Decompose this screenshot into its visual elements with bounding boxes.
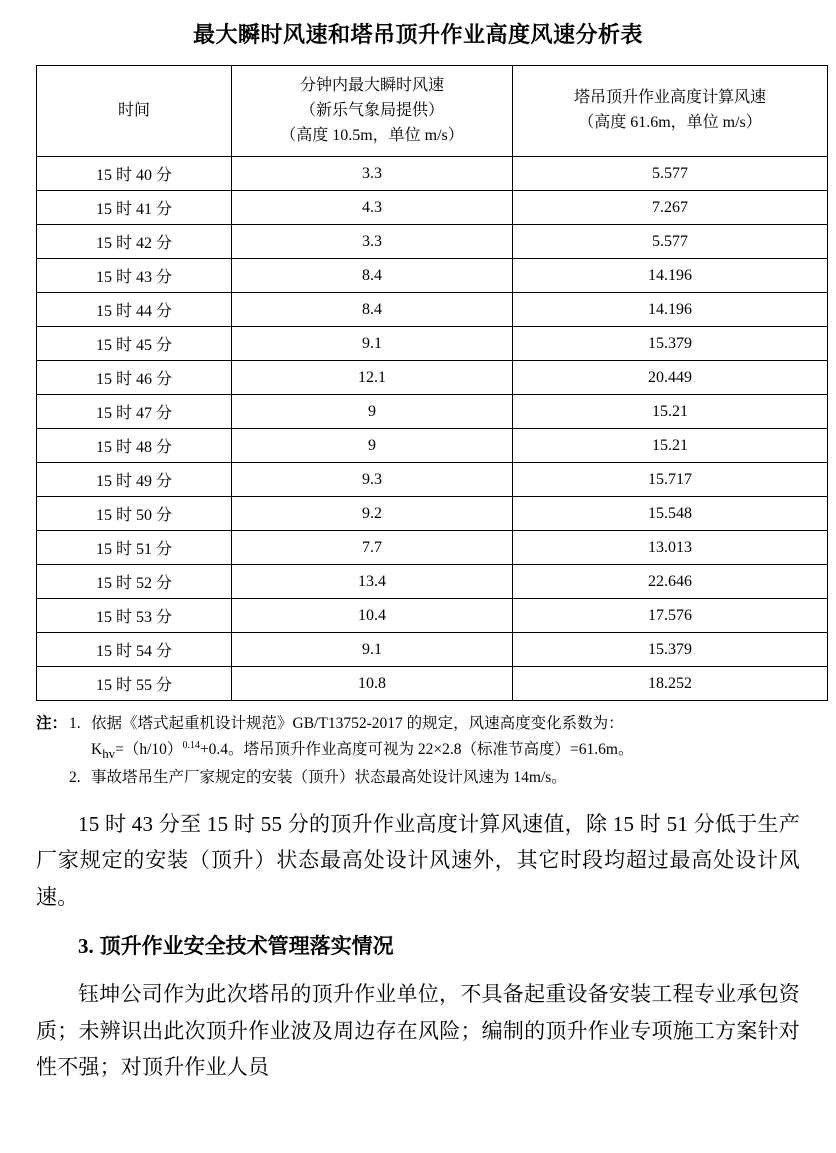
cell-gust-speed: 9	[232, 429, 513, 463]
table-row	[37, 429, 828, 463]
cell-calculated-speed: 15.21	[513, 395, 828, 429]
column-header-gust-line2: （新乐气象局提供）	[299, 101, 444, 119]
cell-gust-speed: 9	[232, 395, 513, 429]
cell-time: 15 时 40 分	[37, 157, 232, 191]
cell-calculated-speed: 20.449	[513, 361, 828, 395]
note-1-line2	[91, 737, 800, 765]
cell-time: 15 时 49 分	[37, 463, 232, 497]
cell-time: 15 时 45 分	[37, 327, 232, 361]
wind-speed-table	[36, 65, 828, 701]
note-2-number: 2.	[69, 768, 81, 786]
table-header-row	[37, 66, 828, 157]
table-row	[37, 395, 828, 429]
cell-calculated-speed: 22.646	[513, 565, 828, 599]
table-row	[37, 531, 828, 565]
table-row	[37, 157, 828, 191]
note-1-formula-post: +0.4。塔吊顶升作业高度可视为 22×2.8（标准节高度）=61.6m。	[199, 740, 634, 758]
cell-calculated-speed: 15.379	[513, 327, 828, 361]
cell-time: 15 时 43 分	[37, 259, 232, 293]
table-row	[37, 361, 828, 395]
table-row	[37, 633, 828, 667]
cell-gust-speed: 10.8	[232, 667, 513, 701]
cell-gust-speed: 10.4	[232, 599, 513, 633]
table-row	[37, 463, 828, 497]
note-1-k: K	[91, 740, 103, 758]
cell-calculated-speed: 15.548	[513, 497, 828, 531]
cell-gust-speed: 9.3	[232, 463, 513, 497]
paragraph-management: 钰坤公司作为此次塔吊的顶升作业单位，不具备起重设备安装工程专业承包资质；未辨识出此次顶升作业波及周边存在风险；编制的顶升作业专项施工方案针对性不强；对顶升作业人员	[36, 981, 800, 1080]
table-row	[37, 225, 828, 259]
table-row	[37, 259, 828, 293]
cell-calculated-speed: 5.577	[513, 225, 828, 259]
cell-calculated-speed: 14.196	[513, 293, 828, 327]
cell-calculated-speed: 14.196	[513, 259, 828, 293]
cell-gust-speed: 9.1	[232, 633, 513, 667]
table-row	[37, 599, 828, 633]
note-2-text: 事故塔吊生产厂家规定的安装（顶升）状态最高处设计风速为 14m/s。	[91, 768, 567, 786]
column-header-time: 时间	[37, 66, 232, 157]
note-1-number: 1.	[69, 715, 81, 733]
cell-calculated-speed: 18.252	[513, 667, 828, 701]
cell-time: 15 时 42 分	[37, 225, 232, 259]
note-item-1	[69, 711, 800, 764]
table-row	[37, 293, 828, 327]
cell-gust-speed: 4.3	[232, 191, 513, 225]
cell-time: 15 时 46 分	[37, 361, 232, 395]
cell-calculated-speed: 15.21	[513, 429, 828, 463]
notes-label: 注：	[36, 715, 68, 733]
column-header-calc-line1: 塔吊顶升作业高度计算风速	[573, 89, 766, 107]
page-title: 最大瞬时风速和塔吊顶升作业高度风速分析表	[192, 22, 643, 47]
cell-calculated-speed: 17.576	[513, 599, 828, 633]
section-heading	[36, 930, 800, 960]
cell-gust-speed: 3.3	[232, 157, 513, 191]
cell-gust-speed: 8.4	[232, 259, 513, 293]
cell-calculated-speed: 15.717	[513, 463, 828, 497]
section-title: 顶升作业安全技术管理落实情况	[99, 934, 394, 958]
column-header-gust-line3: （高度 10.5m，单位 m/s）	[280, 126, 464, 144]
cell-time: 15 时 51 分	[37, 531, 232, 565]
table-notes	[36, 711, 800, 789]
note-1-text	[91, 711, 800, 764]
paragraph-analysis: 15 时 43 分至 15 时 55 分的顶升作业高度计算风速值，除 15 时 51 分低于生产厂家规定的安装（顶升）状态最高处设计风速外，其它时段均超过最高处设计风速。	[36, 811, 800, 910]
column-header-gust-line1: 分钟内最大瞬时风速	[299, 77, 444, 94]
cell-gust-speed: 9.1	[232, 327, 513, 361]
cell-gust-speed: 9.2	[232, 497, 513, 531]
table-row	[37, 565, 828, 599]
table-row	[37, 191, 828, 225]
cell-calculated-speed: 7.267	[513, 191, 828, 225]
cell-calculated-speed: 13.013	[513, 531, 828, 565]
note-1-exponent: 0.14	[182, 739, 200, 751]
column-header-calc-line2: （高度 61.6m，单位 m/s）	[578, 114, 762, 132]
note-1-line1: 依据《塔式起重机设计规范》GB/T13752-2017 的规定，风速高度变化系数为：	[91, 715, 624, 733]
cell-gust-speed: 3.3	[232, 225, 513, 259]
cell-time: 15 时 48 分	[37, 429, 232, 463]
cell-time: 15 时 54 分	[37, 633, 232, 667]
note-1-formula-mid: =（h/10）	[115, 740, 183, 758]
cell-time: 15 时 44 分	[37, 293, 232, 327]
column-header-calc	[513, 66, 828, 157]
table-header	[37, 66, 828, 157]
table-body	[37, 157, 828, 701]
section-number: 3.	[78, 933, 94, 958]
note-item-2	[69, 765, 800, 790]
cell-time: 15 时 52 分	[37, 565, 232, 599]
column-header-gust	[232, 66, 513, 157]
cell-time: 15 时 53 分	[37, 599, 232, 633]
cell-gust-speed: 8.4	[232, 293, 513, 327]
cell-calculated-speed: 5.577	[513, 157, 828, 191]
cell-calculated-speed: 15.379	[513, 633, 828, 667]
table-row	[37, 497, 828, 531]
table-row	[37, 327, 828, 361]
cell-gust-speed: 7.7	[232, 531, 513, 565]
cell-time: 15 时 50 分	[37, 497, 232, 531]
cell-gust-speed: 12.1	[232, 361, 513, 395]
cell-time: 15 时 55 分	[37, 667, 232, 701]
cell-gust-speed: 13.4	[232, 565, 513, 599]
table-row	[37, 667, 828, 701]
note-1-subscript: hv	[102, 745, 116, 761]
cell-time: 15 时 47 分	[37, 395, 232, 429]
cell-time: 15 时 41 分	[37, 191, 232, 225]
